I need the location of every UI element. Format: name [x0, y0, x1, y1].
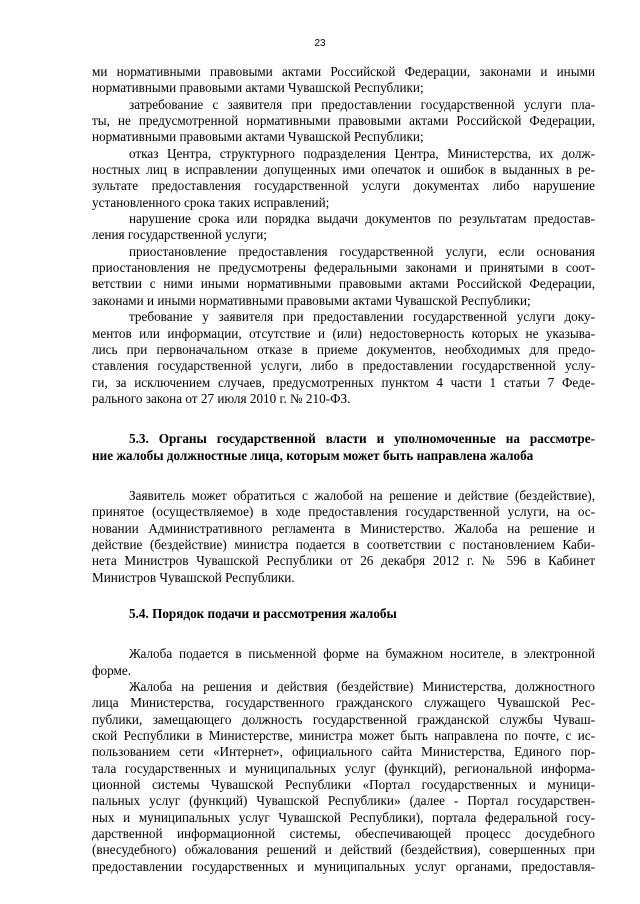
text-line: дарственной информационной системы, обеспечивающей процесс досудебного [92, 826, 595, 842]
paragraph [92, 646, 595, 679]
text-line: ми нормативными правовыми актами Российской Федерации, законами и иными [92, 64, 595, 79]
paragraph [92, 97, 595, 146]
text-line: предоставлении государственных и муниципальных услуг органами, предоставля- [92, 858, 595, 874]
text-line: ционной системы Чувашской Республики «Портал государственных и муници- [92, 777, 595, 793]
text-line: законами и иными нормативными правовыми актами Чувашской Республики; [92, 292, 531, 308]
paragraph [92, 488, 595, 586]
section-gap [92, 586, 595, 606]
text-line: ных и муниципальных услуг Чувашской Республики), портала федеральной госу- [92, 809, 595, 825]
text-line: 5.4. Порядок подачи и рассмотрения жалобы [129, 605, 397, 621]
text-line: принятое (осуществляемое) в ходе предоставления государственной услуги, на ос- [92, 504, 595, 520]
text-line: тала государственных и муниципальных услуг (функций), региональной информа- [92, 760, 595, 776]
text-line: лись при первоначальном отказе в приеме документов, необходимых для предо- [92, 341, 595, 357]
document-body [92, 64, 595, 875]
text-line: затребование с заявителя при предоставлении государственной услуги пла- [129, 96, 595, 112]
text-line: ностных лиц в исправлении допущенных ими опечаток и ошибок в выданных в ре- [92, 162, 595, 178]
text-line: Жалоба подается в письменной форме на бумажном носителе, в электронной [129, 646, 595, 662]
text-line: Жалоба на решения и действия (бездействие) Министерства, должностного [129, 679, 595, 694]
text-line: отказ Центра, структурного подразделения Центра, Министерства, их долж- [129, 145, 595, 161]
text-line: новании Административного регламента в Министерство. Жалоба на решение и [92, 520, 595, 536]
text-line: лица Министерства, государственного гражданского служащего Чувашской Рес- [92, 695, 595, 711]
paragraph [92, 679, 595, 875]
section-gap [92, 464, 595, 488]
paragraph [92, 211, 595, 244]
text-line: ментов или информации, отсутствие и (или) недостоверность которых не указыва- [92, 325, 595, 341]
text-line: требование у заявителя при предоставлении государственной услуги доку- [129, 309, 595, 325]
text-line: публики, замещающего должность государственной гражданской службы Чуваш- [92, 711, 595, 727]
text-line: зультате предоставления государственной услуги документах либо нарушение [92, 178, 595, 194]
text-line: рального закона от 27 июля 2010 г. № 210-ФЗ. [92, 390, 351, 406]
paragraph [92, 146, 595, 211]
text-line: ние жалобы должностные лица, которым может быть направлена жалоба [92, 447, 534, 463]
text-line: пользованием сети «Интернет», официального сайта Министерства, Единого пор- [92, 744, 595, 760]
text-line: ской Республики в Министерстве, министра может быть направлена по почте, с ис- [92, 728, 595, 744]
paragraph [92, 309, 595, 407]
text-line: приостановление предоставления государственной услуги, если основания [129, 243, 595, 259]
text-line: ги, за исключением случаев, предусмотренных пунктом 4 части 1 статьи 7 Феде- [92, 374, 595, 390]
text-line: установленного срока таких исправлений; [92, 194, 330, 210]
section-gap [92, 622, 595, 646]
text-line: ления государственной услуги; [92, 227, 267, 243]
text-line: форме. [92, 662, 132, 678]
paragraph [92, 64, 595, 97]
text-line: пальных услуг (функций) Чувашской Республики» (далее - Портал государствен- [92, 793, 595, 809]
text-line: нета Министров Чувашской Республики от 26 декабря 2012 г. № 596 в Кабинет [92, 553, 595, 569]
text-line: нарушение срока или порядка выдачи документов по результатам предостав- [129, 211, 595, 227]
text-line: Министров Чувашской Республики. [92, 569, 295, 585]
text-line: (внесудебного) обжалования решений и действий (бездействия), совершенных при [92, 842, 595, 858]
page-number: 23 [314, 38, 326, 49]
text-line: 5.3. Органы государственной власти и уполномоченные на рассмотре- [129, 431, 595, 447]
text-line: ставления государственной услуги, либо в предоставлении государственной услу- [92, 358, 595, 374]
section-heading [92, 431, 595, 464]
text-line: нормативными правовыми актами Чувашской Республики; [92, 129, 424, 145]
text-line: ветствии с ними иными нормативными правовыми актами Российской Федерации, [92, 276, 595, 292]
section-heading [92, 606, 595, 622]
text-line: ты, не предусмотренной нормативными правовыми актами Российской Федерации, [92, 113, 595, 129]
text-line: нормативными правовыми актами Чувашской Республики; [92, 80, 424, 96]
text-line: приостановления не предусмотрены федеральными законами и принятыми в соот- [92, 260, 595, 276]
paragraph [92, 244, 595, 309]
text-line: действие (бездействие) министра подается в соответствии с постановлением Каби- [92, 536, 595, 552]
text-line: Заявитель может обратиться с жалобой на решение и действие (бездействие), [129, 487, 595, 503]
section-gap [92, 407, 595, 431]
